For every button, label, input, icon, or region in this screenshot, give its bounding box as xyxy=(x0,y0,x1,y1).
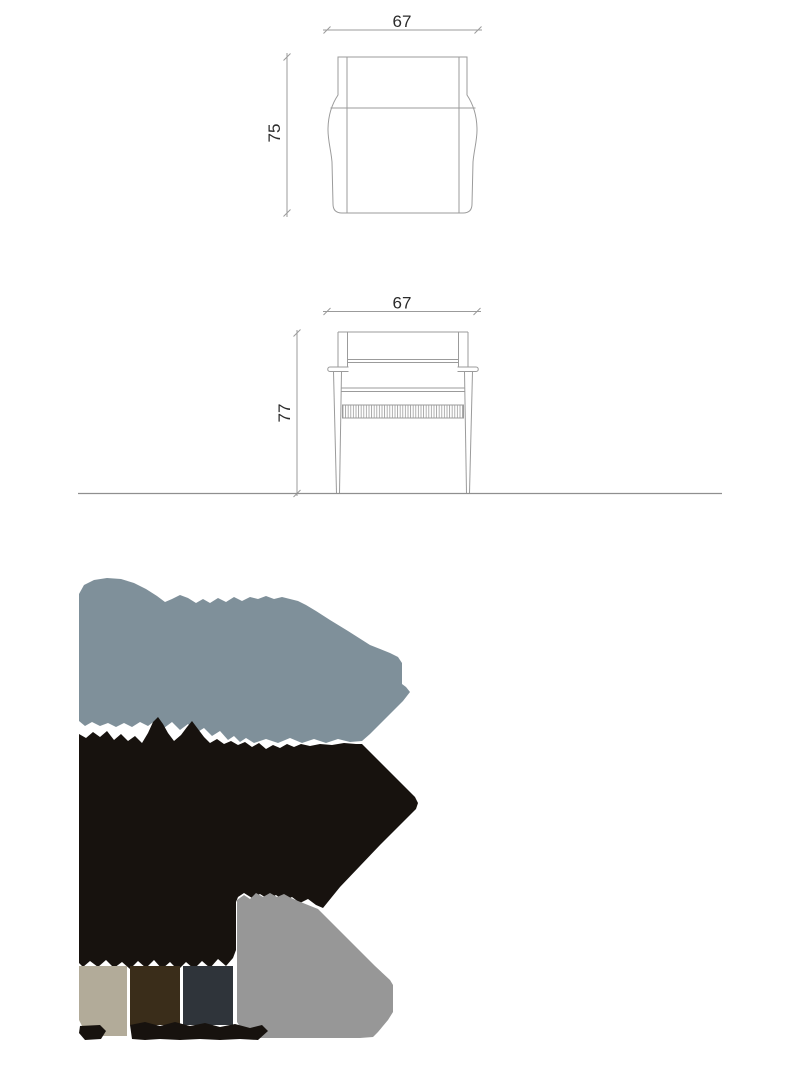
footer-text-blob xyxy=(237,893,393,1038)
swatch-charcoal-blue xyxy=(183,966,233,1025)
armchair-front-outline xyxy=(328,57,477,213)
right-armrest-cap xyxy=(458,367,479,372)
frame-height-dimension xyxy=(294,330,301,498)
armchair-frame-outline xyxy=(328,332,479,493)
frame-height-label: 77 xyxy=(275,403,294,423)
caption-blob-left xyxy=(79,1025,106,1040)
seat-webbing xyxy=(343,405,464,418)
swatch-beige xyxy=(79,966,127,1036)
title-text-blob xyxy=(79,578,410,743)
frame-width-label: 67 xyxy=(392,293,412,313)
left-armrest-cap xyxy=(328,367,349,372)
front-height-dimension xyxy=(284,53,291,217)
frame-view-drawing xyxy=(294,308,482,497)
front-height-label: 75 xyxy=(265,123,284,143)
swatch-dark-brown xyxy=(130,966,180,1025)
front-width-label: 67 xyxy=(392,12,412,31)
front-view-drawing xyxy=(284,27,483,218)
